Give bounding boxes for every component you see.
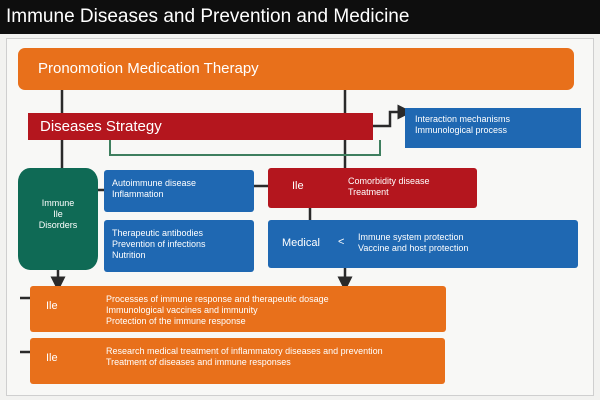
orange-b1-tag: Ile xyxy=(46,300,58,312)
blue-mid2-line-3: Nutrition xyxy=(112,250,146,260)
banner-label: Pronomotion Medication Therapy xyxy=(38,60,259,77)
blue-top-box xyxy=(405,108,581,148)
orange-b2-tag: Ile xyxy=(46,352,58,364)
strategy-box xyxy=(28,113,373,140)
orange-b1-box xyxy=(30,286,446,332)
red-right-text xyxy=(348,176,430,198)
orange-b1-line-2: Immunological vaccines and immunity xyxy=(106,305,258,315)
orange-b1-line-1: Processes of immune response and therapeutic dosage xyxy=(106,294,329,304)
blue-mid2-line-2: Prevention of infections xyxy=(112,239,206,249)
banner-box xyxy=(18,48,574,90)
orange-b2-box xyxy=(30,338,445,384)
red-right-box xyxy=(268,168,477,208)
blue-right-marker: < xyxy=(338,236,345,248)
blue-mid1-box xyxy=(104,170,254,212)
red-right-tag: Ile xyxy=(292,180,304,192)
blue-right-text xyxy=(358,232,468,254)
orange-b2-line-2: Treatment of diseases and immune responses xyxy=(106,357,291,367)
blue-mid2-box xyxy=(104,220,254,272)
blue-right-tag: Medical xyxy=(282,237,320,249)
orange-b2-line-1: Research medical treatment of inflammatory diseases and prevention xyxy=(106,346,383,356)
blue-top-line-1: Interaction mechanisms xyxy=(415,114,511,124)
red-right-line-2: Treatment xyxy=(348,187,389,197)
blue-mid1-line-1: Autoimmune disease xyxy=(112,178,197,188)
red-right-line-1: Comorbidity disease xyxy=(348,176,430,186)
orange-b1-line-3: Protection of the immune response xyxy=(106,316,246,326)
cylinder-line-2: Ile xyxy=(53,209,63,219)
orange-b2-text xyxy=(106,346,383,368)
cylinder-line-1: Immune xyxy=(41,198,75,208)
blue-right-line-1: Immune system protection xyxy=(358,232,464,242)
blue-top-line-2: Immunological process xyxy=(415,125,508,135)
cylinder-box xyxy=(18,168,98,270)
blue-mid2-line-1: Therapeutic antibodies xyxy=(112,228,204,238)
page-title: Immune Diseases and Prevention and Medicine xyxy=(0,0,600,34)
blue-right-line-2: Vaccine and host protection xyxy=(358,243,469,253)
blue-mid1-line-2: Inflammation xyxy=(112,189,164,199)
cylinder-line-3: Disorders xyxy=(38,220,78,230)
blue-right-box xyxy=(268,220,578,268)
strategy-label: Diseases Strategy xyxy=(40,118,162,135)
orange-b1-text xyxy=(106,294,329,327)
